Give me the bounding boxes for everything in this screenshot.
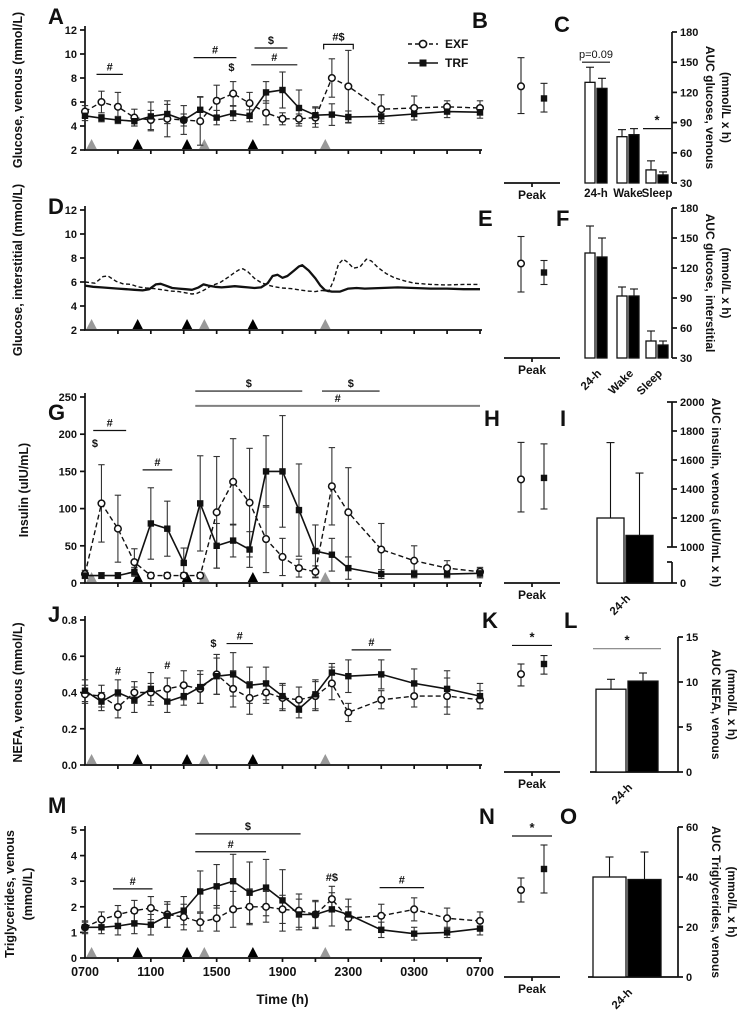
panel-letter-i: I: [560, 406, 567, 431]
svg-text:2: 2: [70, 325, 77, 337]
svg-text:40: 40: [686, 872, 699, 884]
svg-text:2: 2: [70, 145, 77, 157]
svg-text:Glucose, interstitial (mmol/L): Glucose, interstitial (mmol/L): [11, 183, 25, 357]
exf-marker-icon: [407, 38, 439, 50]
svg-text:1000: 1000: [680, 542, 705, 554]
svg-text:Triglycerides, venous: Triglycerides, venous: [3, 830, 17, 958]
svg-text:1: 1: [70, 927, 77, 940]
svg-text:1400: 1400: [680, 484, 705, 496]
svg-text:4: 4: [70, 121, 77, 133]
svg-text:4: 4: [70, 301, 77, 313]
svg-text:(mmol/L): (mmol/L): [21, 867, 35, 921]
panel-letter-g: G: [48, 400, 66, 425]
svg-text:#: #: [236, 630, 243, 643]
svg-text:0300: 0300: [400, 965, 429, 979]
svg-text:Peak: Peak: [517, 982, 547, 996]
svg-text:10: 10: [64, 229, 77, 241]
svg-text:30: 30: [680, 353, 693, 365]
svg-text:5: 5: [686, 722, 693, 734]
svg-text:0: 0: [686, 972, 693, 984]
svg-text:180: 180: [680, 27, 699, 39]
svg-text:Insulin (uIU/mL): Insulin (uIU/mL): [17, 442, 31, 538]
svg-text:24-h: 24-h: [609, 781, 636, 807]
svg-text:8: 8: [70, 73, 77, 85]
svg-text:#: #: [106, 61, 113, 74]
svg-text:200: 200: [58, 429, 77, 442]
legend-item-trf: [407, 56, 468, 70]
svg-text:*: *: [654, 112, 660, 128]
svg-text:150: 150: [680, 233, 699, 245]
svg-text:4: 4: [70, 850, 77, 863]
panel-letter-h: H: [484, 406, 500, 431]
legend-item-exf: [407, 37, 468, 51]
svg-text:*: *: [529, 629, 535, 645]
svg-text:$: $: [244, 820, 251, 833]
svg-text:250: 250: [58, 392, 77, 404]
svg-text:AUC Triglycerides, venous: AUC Triglycerides, venous: [709, 825, 723, 979]
svg-text:1200: 1200: [680, 513, 705, 525]
svg-text:150: 150: [58, 466, 77, 479]
svg-text:12: 12: [64, 205, 77, 217]
svg-text:Peak: Peak: [517, 588, 547, 602]
svg-text:0.0: 0.0: [61, 760, 77, 772]
svg-text:24-h: 24-h: [607, 592, 634, 618]
svg-text:(mmol/L x h): (mmol/L x h): [725, 866, 739, 938]
svg-text:20: 20: [686, 922, 699, 934]
svg-text:Wake: Wake: [606, 367, 637, 398]
svg-text:#: #: [271, 51, 278, 64]
svg-text:$: $: [228, 61, 235, 74]
svg-text:(mmol/L x h): (mmol/L x h): [719, 247, 733, 319]
svg-text:2000: 2000: [680, 397, 705, 409]
svg-text:#: #: [211, 44, 219, 57]
svg-text:1600: 1600: [680, 455, 705, 467]
svg-text:$: $: [210, 638, 217, 651]
svg-text:AUC NEFA, venous: AUC NEFA, venous: [709, 649, 723, 760]
svg-text:100: 100: [58, 503, 77, 516]
legend-label-trf: TRF: [445, 56, 469, 70]
svg-text:90: 90: [680, 117, 693, 130]
panel-letter-j: J: [48, 602, 61, 627]
svg-text:0700: 0700: [71, 965, 99, 979]
legend: [407, 37, 468, 70]
panel-letter-m: M: [48, 793, 67, 818]
svg-text:0.2: 0.2: [61, 723, 77, 736]
panel-letter-c: C: [554, 12, 570, 37]
panel-letter-n: N: [479, 804, 495, 829]
svg-text:1100: 1100: [137, 965, 165, 979]
svg-text:#: #: [164, 659, 171, 672]
svg-text:0.8: 0.8: [61, 615, 77, 627]
svg-text:Sleep: Sleep: [641, 188, 673, 200]
svg-text:6: 6: [70, 277, 77, 289]
legend-label-exf: EXF: [445, 37, 469, 51]
svg-text:AUC glucose, venous: AUC glucose, venous: [703, 45, 717, 170]
svg-text:Wake: Wake: [613, 188, 643, 200]
svg-text:1800: 1800: [680, 426, 705, 438]
svg-text:3: 3: [70, 876, 77, 889]
svg-text:#: #: [334, 392, 341, 405]
svg-text:Peak: Peak: [517, 777, 547, 791]
svg-text:60: 60: [680, 323, 693, 335]
svg-text:0: 0: [686, 767, 693, 779]
svg-text:2300: 2300: [334, 965, 363, 979]
svg-text:#$: #$: [332, 31, 345, 44]
panel-letter-l: L: [564, 608, 578, 633]
svg-text:10: 10: [64, 49, 77, 61]
panel-letter-o: O: [560, 804, 578, 829]
panel-letter-a: A: [48, 4, 64, 29]
panel-letter-d: D: [48, 194, 64, 219]
svg-text:6: 6: [70, 97, 77, 109]
panel-letter-k: K: [482, 608, 498, 633]
svg-text:0: 0: [70, 953, 77, 965]
svg-text:8: 8: [70, 253, 77, 265]
svg-text:60: 60: [686, 822, 699, 834]
svg-text:60: 60: [680, 147, 693, 160]
svg-text:1500: 1500: [202, 965, 231, 979]
svg-text:0: 0: [680, 578, 687, 590]
panel-letter-b: B: [472, 8, 488, 33]
svg-text:0: 0: [70, 578, 77, 590]
svg-text:Time (h): Time (h): [256, 992, 309, 1007]
svg-text:1900: 1900: [268, 965, 297, 979]
svg-text:150: 150: [680, 57, 699, 70]
svg-text:AUC glucose, interstitial: AUC glucose, interstitial: [703, 213, 717, 353]
panel-letter-f: F: [556, 206, 570, 231]
svg-text:24-h: 24-h: [578, 367, 605, 393]
svg-text:*: *: [529, 820, 535, 835]
svg-text:90: 90: [680, 293, 693, 305]
trf-marker-icon: [407, 57, 439, 69]
svg-text:(mmol/L x h): (mmol/L x h): [725, 668, 739, 741]
svg-text:AUC insulin, venous (uIU/mL x: AUC insulin, venous (uIU/mL x h): [709, 397, 723, 588]
svg-text:24-h: 24-h: [609, 986, 636, 1012]
svg-text:15: 15: [686, 632, 699, 644]
svg-text:24-h: 24-h: [584, 188, 608, 200]
svg-text:$: $: [91, 437, 98, 450]
svg-text:#: #: [129, 875, 136, 888]
svg-text:120: 120: [680, 263, 699, 275]
svg-text:$: $: [245, 378, 252, 391]
svg-text:p=0.09: p=0.09: [579, 49, 613, 62]
svg-text:*: *: [624, 632, 630, 648]
svg-text:#: #: [227, 838, 234, 851]
svg-text:#: #: [368, 636, 375, 649]
svg-text:10: 10: [686, 677, 699, 689]
svg-text:12: 12: [64, 25, 77, 37]
svg-text:Peak: Peak: [517, 188, 547, 202]
svg-text:2: 2: [70, 901, 77, 914]
svg-text:Glucose, venous (mmol/L): Glucose, venous (mmol/L): [11, 11, 25, 169]
svg-text:0700: 0700: [466, 965, 494, 979]
svg-text:#: #: [154, 456, 161, 469]
svg-text:30: 30: [680, 178, 693, 190]
svg-text:0.4: 0.4: [61, 687, 77, 700]
svg-text:$: $: [267, 35, 275, 47]
svg-text:0.6: 0.6: [61, 651, 77, 664]
svg-text:NEFA, venous (mmol/L): NEFA, venous (mmol/L): [11, 622, 25, 763]
svg-text:$: $: [347, 378, 354, 391]
svg-text:#: #: [114, 665, 121, 678]
svg-text:#$: #$: [325, 872, 338, 885]
svg-text:180: 180: [680, 203, 699, 215]
panel-letter-e: E: [478, 206, 493, 231]
svg-text:Peak: Peak: [517, 363, 547, 377]
svg-text:#: #: [398, 874, 405, 887]
svg-text:120: 120: [680, 87, 699, 100]
svg-text:50: 50: [64, 540, 77, 553]
svg-text:#: #: [106, 417, 113, 430]
svg-text:Sleep: Sleep: [634, 367, 666, 398]
svg-text:(mmol/L x h): (mmol/L x h): [719, 71, 733, 144]
svg-text:5: 5: [70, 825, 77, 837]
